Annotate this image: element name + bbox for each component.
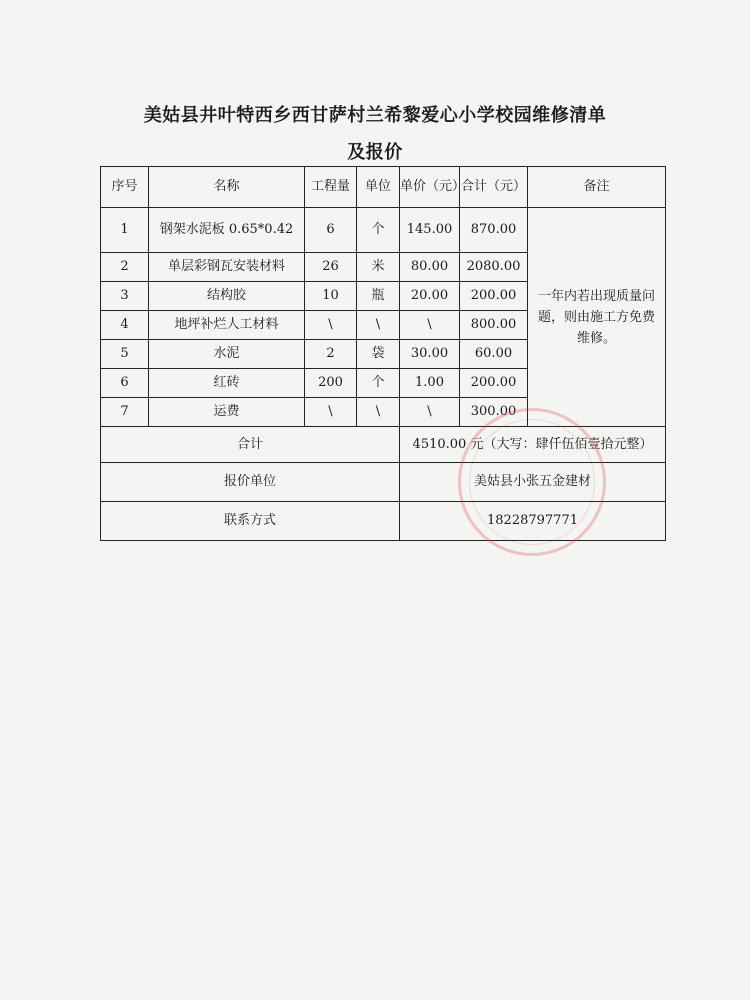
row-subtotal: 870.00 (460, 208, 528, 253)
row-quantity: 200 (305, 369, 357, 398)
row-subtotal: 60.00 (460, 340, 528, 369)
total-value: 4510.00 元（大写：肆仟伍佰壹拾元整） (400, 427, 666, 463)
row-index: 3 (101, 282, 149, 311)
row-quantity: 2 (305, 340, 357, 369)
row-unit-price: 30.00 (400, 340, 460, 369)
total-label: 合计 (101, 427, 400, 463)
row-quantity: 6 (305, 208, 357, 253)
table-header-row (101, 167, 666, 208)
contact-value: 18228797771 (400, 502, 666, 541)
row-unit: \ (357, 398, 400, 427)
row-quantity: \ (305, 398, 357, 427)
document-subtitle: 及报价 (347, 142, 403, 163)
header-index: 序号 (101, 167, 149, 208)
row-unit: 个 (357, 208, 400, 253)
row-unit-price: 145.00 (400, 208, 460, 253)
row-name: 运费 (149, 398, 305, 427)
row-name: 结构胶 (149, 282, 305, 311)
row-subtotal: 2080.00 (460, 253, 528, 282)
total-row (101, 427, 666, 463)
row-name: 单层彩钢瓦安装材料 (149, 253, 305, 282)
row-unit: 米 (357, 253, 400, 282)
row-name: 地坪补烂人工材料 (149, 311, 305, 340)
row-quantity: \ (305, 311, 357, 340)
row-unit-price: \ (400, 311, 460, 340)
remark-cell: 一年内若出现质量问题，则由施工方免费维修。 (528, 208, 666, 427)
row-quantity: 26 (305, 253, 357, 282)
quoter-value: 美姑县小张五金建材 (400, 463, 666, 502)
header-remark: 备注 (528, 167, 666, 208)
quotation-table (100, 166, 666, 541)
quoter-row (101, 463, 666, 502)
row-unit: 个 (357, 369, 400, 398)
row-index: 5 (101, 340, 149, 369)
header-unit: 单位 (357, 167, 400, 208)
row-unit-price: 20.00 (400, 282, 460, 311)
row-subtotal: 200.00 (460, 282, 528, 311)
row-name: 水泥 (149, 340, 305, 369)
contact-row (101, 502, 666, 541)
row-name: 红砖 (149, 369, 305, 398)
row-unit: 瓶 (357, 282, 400, 311)
row-index: 6 (101, 369, 149, 398)
row-index: 7 (101, 398, 149, 427)
header-quantity: 工程量 (305, 167, 357, 208)
header-name: 名称 (149, 167, 305, 208)
row-unit-price: \ (400, 398, 460, 427)
contact-label: 联系方式 (101, 502, 400, 541)
quoter-label: 报价单位 (101, 463, 400, 502)
row-subtotal: 300.00 (460, 398, 528, 427)
row-index: 1 (101, 208, 149, 253)
document-title: 美姑县井叶特西乡西甘萨村兰希黎爱心小学校园维修清单 (143, 105, 607, 126)
row-unit-price: 80.00 (400, 253, 460, 282)
header-subtotal: 合计（元） (460, 167, 528, 208)
row-subtotal: 200.00 (460, 369, 528, 398)
row-index: 2 (101, 253, 149, 282)
row-quantity: 10 (305, 282, 357, 311)
row-subtotal: 800.00 (460, 311, 528, 340)
header-unit-price: 单价（元） (400, 167, 460, 208)
row-unit: 袋 (357, 340, 400, 369)
row-unit: \ (357, 311, 400, 340)
row-index: 4 (101, 311, 149, 340)
row-unit-price: 1.00 (400, 369, 460, 398)
table-row (101, 208, 666, 253)
row-name: 钢架水泥板 0.65*0.42 (149, 208, 305, 253)
